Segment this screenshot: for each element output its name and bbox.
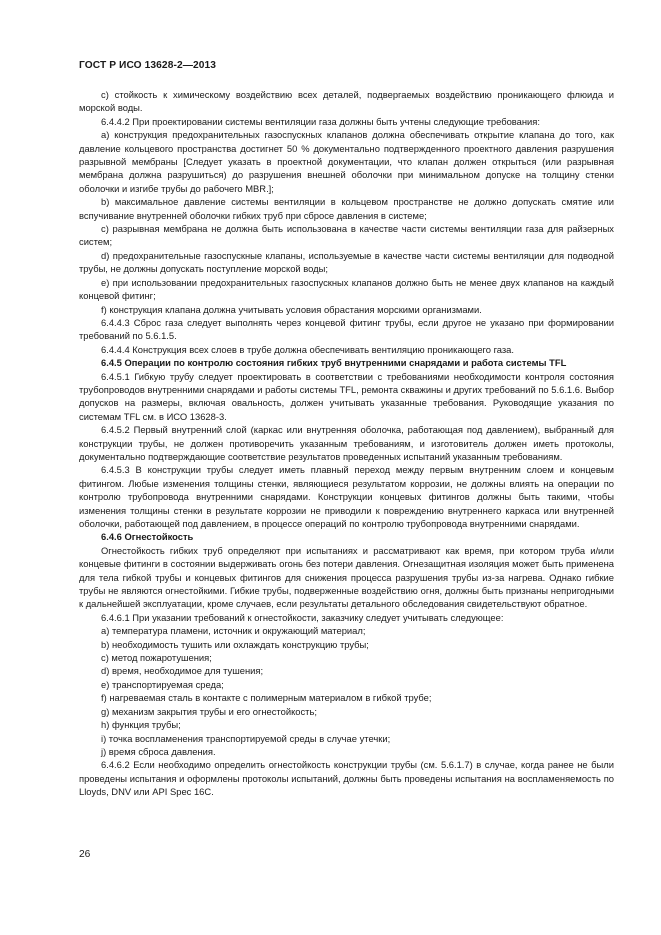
paragraph: 6.4.5.3 В конструкции трубы следует иметь плавный переход между первым внутренним слоем и концевым фитингом. Любые изменения толщины стенки, являющиеся результатом коррозии, не должны влиять на операции по контролю трубопровода внутренними снарядами. Конструкции концевых фитингов должны быть такими, чтобы изменения толщины стенки в результате коррозии не приводили к повреждению внутреннего каркаса или внутренней оболочки, работающей под давлением, в процессе операций по контролю трубопровода внутренними снарядами. xyxy=(79,464,614,529)
paragraph: e) при использовании предохранительных газоспускных клапанов должно быть не менее двух клапанов на каждый концевой фитинг; xyxy=(79,276,614,302)
paragraph: 6.4.4.3 Сброс газа следует выполнять через концевой фитинг трубы, если другое не указано при формировании требований по 5.6.1.5. xyxy=(79,316,614,342)
section-heading: 6.4.6 Огнестойкость xyxy=(101,531,194,543)
paragraph: d) время, необходимое для тушения; xyxy=(101,665,264,677)
paragraph: a) температура пламени, источник и окружающий материал; xyxy=(101,625,366,637)
paragraph: i) точка воспламенения транспортируемой среды в случае утечки; xyxy=(101,732,391,744)
paragraph: a) конструкция предохранительных газоспускных клапанов должна обеспечивать открытие клапана до того, как давление кольцевого пространства достигнет 50 % документально подтвержденного проектного давления разрушения разрывной мембраны [Следует указать в проектной документации, что клапан должен открыться (или разрывная мембрана должна разрушиться) до разрушения внешней оболочки при минимальном допуске на толщину стенки оболочки и изгибе трубы до рабочего MBR.]; xyxy=(79,129,614,194)
paragraph: c) стойкость к химическому воздействию всех деталей, подвергаемых воздействию проникающего флюида и морской воды. xyxy=(79,89,614,114)
section-heading: 6.4.5 Операции по контролю состояния гибких труб внутренними снарядами и работа системы TFL xyxy=(101,357,567,369)
paragraph: h) функция трубы; xyxy=(101,719,181,731)
paragraph: g) механизм закрытия трубы и его огнестойкость; xyxy=(101,705,317,717)
paragraph: 6.4.4.4 Конструкция всех слоев в трубе должна обеспечивать вентиляцию проникающего газа. xyxy=(101,343,515,355)
paragraph: f) нагреваемая сталь в контакте с полимерным материалом в гибкой трубе; xyxy=(101,692,432,704)
paragraph: c) разрывная мембрана не должна быть использована в качестве части системы вентиляции газа для райзерных систем; xyxy=(79,223,614,248)
paragraph: 6.4.6.2 Если необходимо определить огнестойкость конструкции трубы (см. 5.6.1.7) в случае, когда ранее не были проведены испытания и оформлены протоколы испытаний, должны быть проведены испытания на воспламеняемость по Lloyds, DNV или API Spec 16C. xyxy=(79,759,614,798)
paragraph: Огнестойкость гибких труб определяют при испытаниях и рассматривают как время, при котором труба и/или концевые фитинги в состоянии выдерживать огонь без потери давления. Огнезащитная изоляция может быть применена для тела гибкой трубы и концевых фитингов для снижения процесса разрушения трубы из-за нагрева. Однако гибкие трубы не являются огнестойкими. Гибкие трубы, подверженные воздействию огня, должны быть признаны непригодными к дальнейшей эксплуатации, кроме случаев, если результаты детального обследования свидетельствуют обратное. xyxy=(79,544,614,610)
document-header: ГОСТ Р ИСО 13628-2—2013 xyxy=(79,60,217,71)
paragraph: j) время сброса давления. xyxy=(101,745,216,757)
paragraph: b) максимальное давление системы вентиляции в кольцевом пространстве не должно допускать смятие или вспучивание внутренней оболочки гибких труб при сбросе давления в системе; xyxy=(79,196,614,221)
paragraph: e) транспортируемая среда; xyxy=(101,678,224,690)
paragraph: b) необходимость тушить или охлаждать конструкцию трубы; xyxy=(101,638,369,650)
paragraph: 6.4.5.1 Гибкую трубу следует проектировать в соответствии с требованиями необходимости контроля состояния трубопроводов внутренними снарядами и работы системы TFL, ремонта скважины и других требований по 5.6.1.6. Выбор допусков на размеры, включая овальность, должен учитывать указанные требования. Руководящие указания по системам TFL см. в ИСО 13628-3. xyxy=(79,370,614,422)
document-body xyxy=(79,88,614,799)
paragraph: c) метод пожаротушения; xyxy=(101,652,212,664)
paragraph: 6.4.5.2 Первый внутренний слой (каркас или внутренняя оболочка, работающая под давлением), выбранный для конструкции трубы, не должен противоречить указанным требованиям, и изготовитель должен иметь протоколы, документально подтверждающие соответствие результатов проведенных испытаний указанным требованиям. xyxy=(79,424,614,462)
document-page xyxy=(79,60,614,799)
paragraph: f) конструкция клапана должна учитывать условия обрастания морскими организмами. xyxy=(101,303,482,315)
paragraph: d) предохранительные газоспускные клапаны, используемые в качестве части системы вентиляции для подводной трубы, не должны допускать поступление морской воды; xyxy=(79,249,614,275)
paragraph: 6.4.6.1 При указании требований к огнестойкости, заказчику следует учитывать следующее: xyxy=(101,611,504,623)
paragraph: 6.4.4.2 При проектировании системы вентиляции газа должны быть учтены следующие требования: xyxy=(101,115,540,127)
page-number: 26 xyxy=(79,849,91,860)
